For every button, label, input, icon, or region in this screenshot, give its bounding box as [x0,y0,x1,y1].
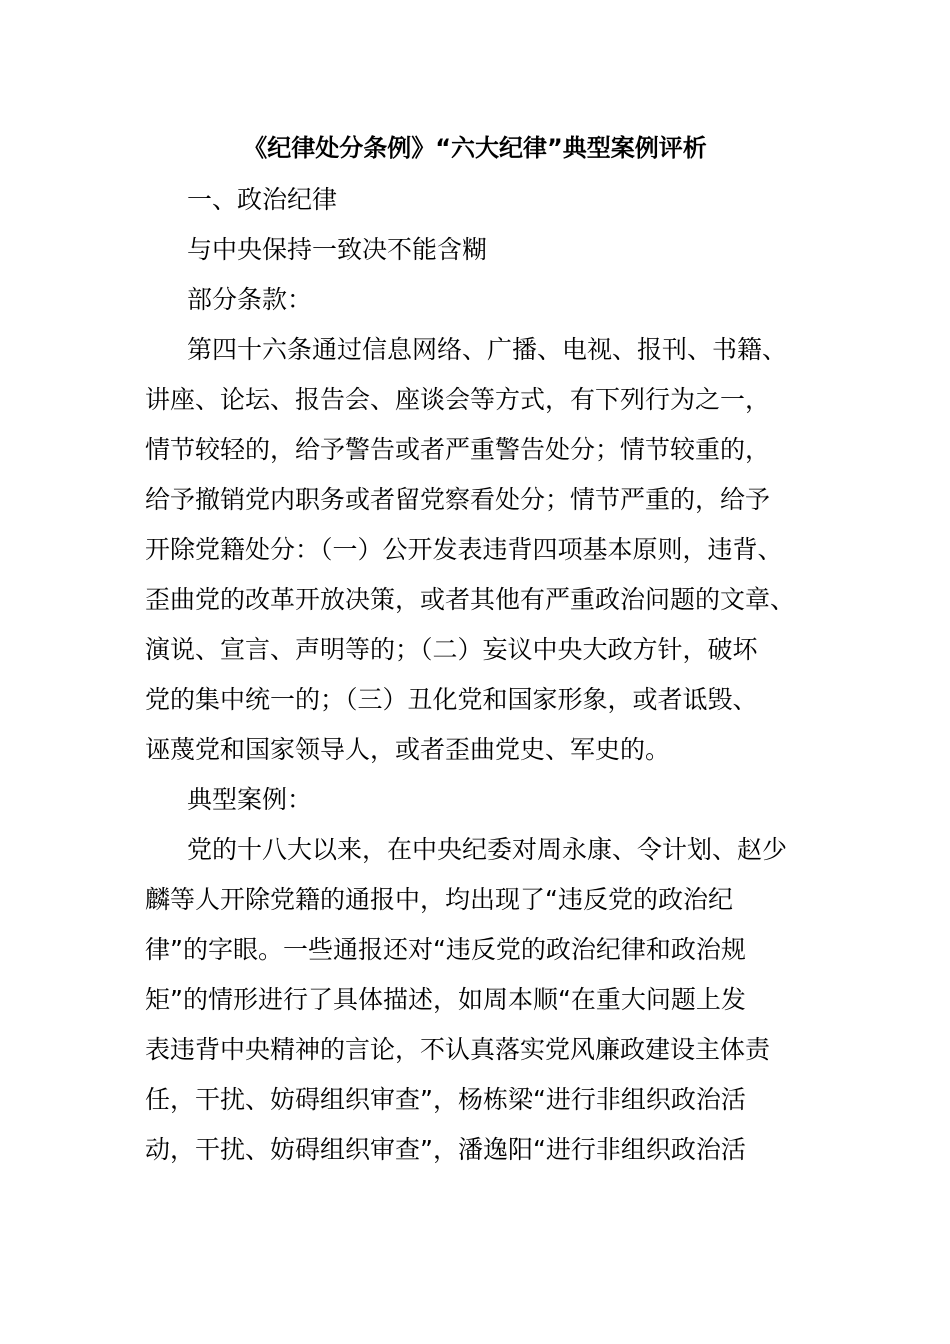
label-clauses: 部分条款： [187,285,313,314]
paragraph-line: 律”的字眼。一些通报还对“违反党的政治纪律和政治规 [145,935,746,964]
paragraph-line: 麟等人开除党籍的通报中，均出现了“违反党的政治纪 [145,885,733,914]
paragraph-line: 诬蔑党和国家领导人，或者歪曲党史、军史的。 [145,735,671,764]
paragraph-line: 动，干扰、妨碍组织审查”，潘逸阳“进行非组织政治活 [145,1135,746,1164]
paragraph-line: 歪曲党的改革开放决策，或者其他有严重政治问题的文章、 [145,585,796,614]
paragraph-line: 讲座、论坛、报告会、座谈会等方式，有下列行为之一， [145,385,771,414]
subheading: 与中央保持一致决不能含糊 [187,235,488,264]
paragraph-line: 表违背中央精神的言论，不认真落实党风廉政建设主体责 [145,1035,771,1064]
paragraph-line: 第四十六条通过信息网络、广播、电视、报刊、书籍、 [187,335,788,364]
paragraph-line: 任，干扰、妨碍组织审查”，杨栋梁“进行非组织政治活 [145,1085,746,1114]
label-typical-cases: 典型案例： [187,785,313,814]
section-heading: 一、政治纪律 [187,185,338,214]
document-title: 《纪律处分条例》“六大纪律”典型案例评析 [243,134,707,162]
paragraph-line: 演说、宣言、声明等的；（二）妄议中央大政方针，破坏 [145,635,758,664]
paragraph-line: 党的集中统一的；（三）丑化党和国家形象，或者诋毁、 [145,685,758,714]
paragraph-line: 情节较轻的，给予警告或者严重警告处分；情节较重的， [145,435,771,464]
paragraph-line: 给予撤销党内职务或者留党察看处分；情节严重的，给予 [145,485,771,514]
paragraph-line: 党的十八大以来，在中央纪委对周永康、令计划、赵少 [187,835,788,864]
paragraph-line: 开除党籍处分：（一）公开发表违背四项基本原则，违背、 [145,535,783,564]
paragraph-line: 矩”的情形进行了具体描述，如周本顺“在重大问题上发 [145,985,746,1014]
